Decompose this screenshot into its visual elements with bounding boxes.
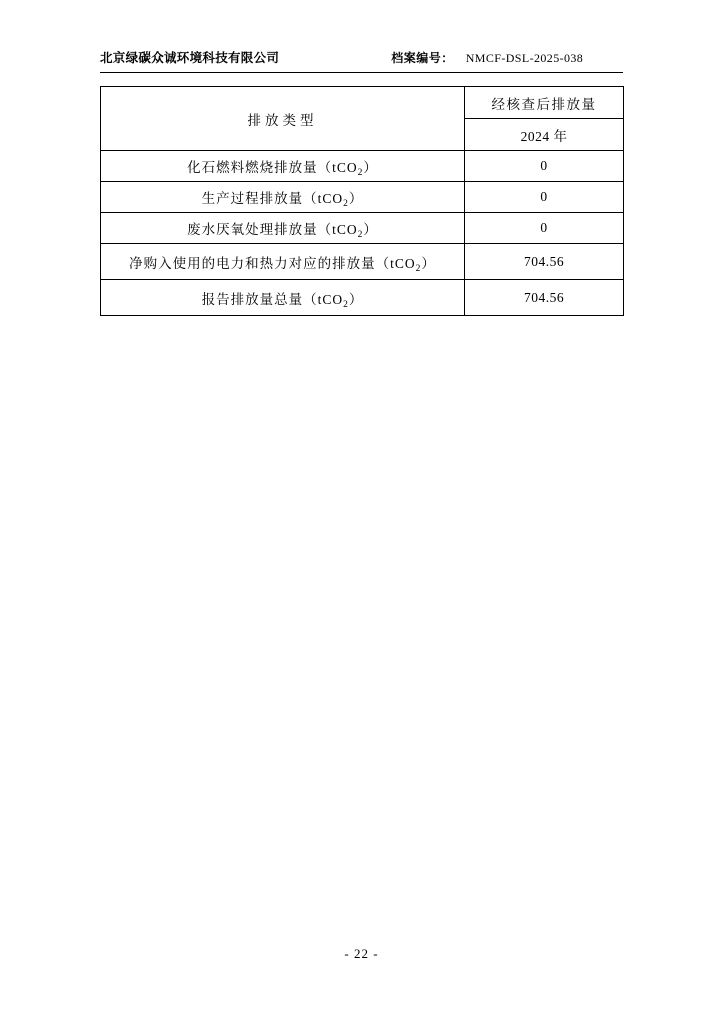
emissions-table [100,86,624,316]
page-footer [0,946,723,962]
row-label-text-pre: 生产过程排放量（tCO [201,191,344,206]
row-label-subscript: 2 [343,299,349,310]
row-label-text-post: ） [348,191,364,206]
row-label-text-pre: 净购入使用的电力和热力对应的排放量（tCO [129,255,416,271]
table-header-row [101,87,624,119]
table-row [101,213,624,244]
file-number-label: 档案编号： [391,51,454,65]
row-label-subscript: 2 [415,263,422,274]
row-value: 0 [465,182,624,213]
row-value: 704.56 [465,244,624,280]
row-label-text-post: ） [363,222,378,237]
row-label-subscript: 2 [357,168,364,178]
file-number-value: NMCF-DSL-2025-038 [465,51,584,65]
table-row [101,151,624,182]
row-label-text-pre: 废水厌氧处理排放量（tCO [187,222,358,237]
header-divider [100,72,623,73]
row-label [101,244,465,280]
row-label [101,182,465,213]
table-row [101,280,624,316]
column-header-value: 经核查后排放量 [465,87,624,119]
company-name: 北京绿碳众诚环境科技有限公司 [100,51,280,65]
row-label-subscript: 2 [357,230,364,240]
row-label [101,213,465,244]
table-row [101,244,624,280]
table-row [101,182,624,213]
row-label-text-pre: 化石燃料燃烧排放量（tCO [187,160,358,175]
row-value: 704.56 [465,280,624,316]
row-value: 0 [465,151,624,182]
emissions-table-container [100,86,623,316]
column-header-year: 2024 年 [465,119,624,151]
file-number [391,49,583,66]
row-label-text-post: ） [363,160,378,175]
row-label [101,280,465,316]
row-label-text-pre: 报告排放量总量（tCO [201,291,344,307]
page-header [100,48,623,66]
row-label-text-post: ） [348,291,364,307]
row-value: 0 [465,213,624,244]
row-label [101,151,465,182]
column-header-type: 排放类型 [101,87,465,151]
page-number: - 22 - [344,946,379,961]
row-label-text-post: ） [421,255,436,271]
row-label-subscript: 2 [343,199,349,209]
